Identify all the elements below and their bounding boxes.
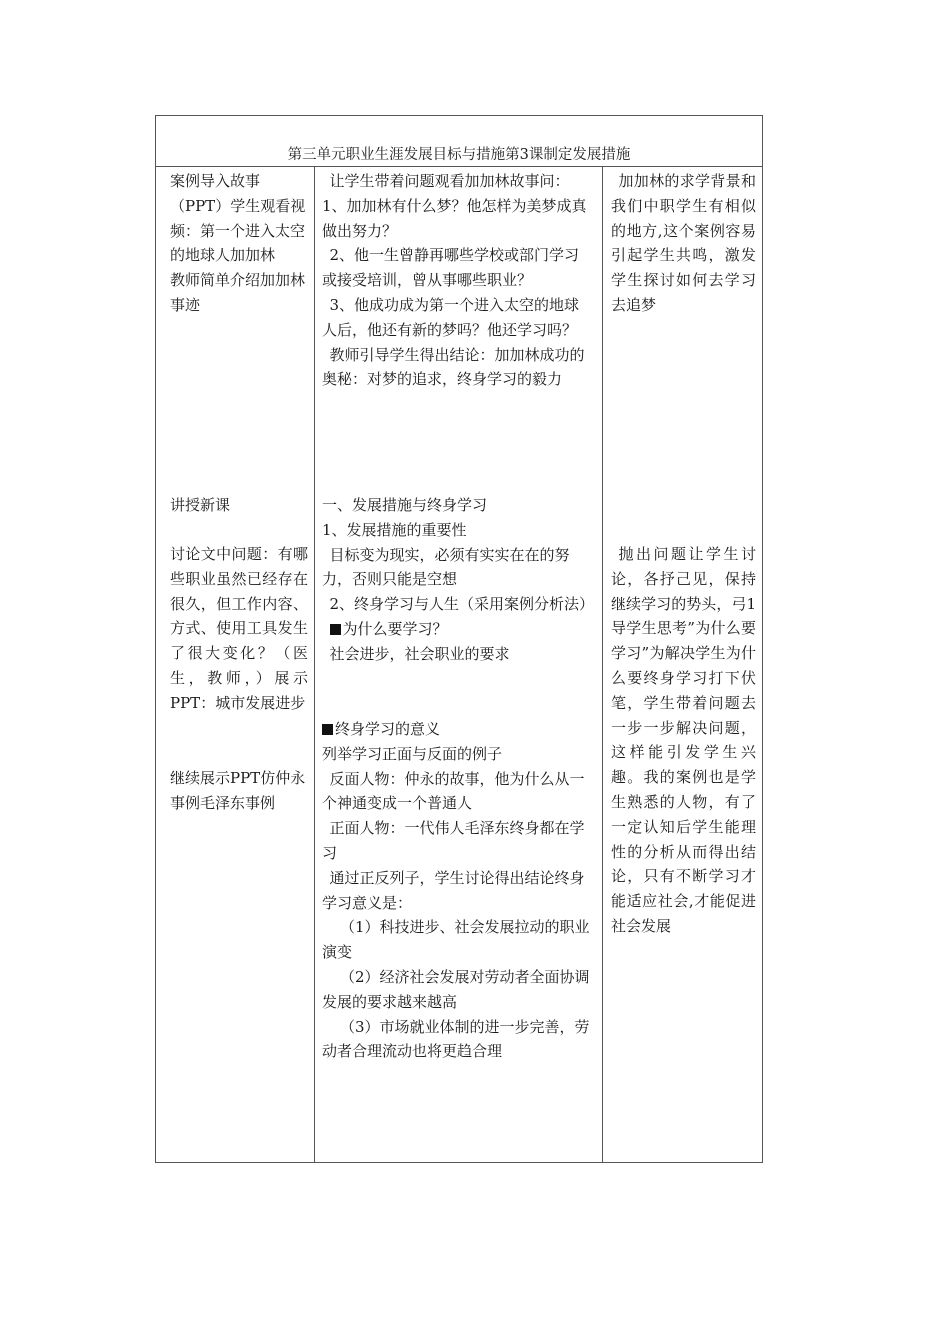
activities-lecture-block: [156, 493, 314, 518]
column-content: [315, 167, 603, 1162]
activities-continue-block: [156, 766, 314, 816]
section-1-1-heading: 1、发展措施的重要性: [322, 520, 467, 539]
teacher-conclusion: 教师引导学生得出结论：加加林成功的奥秘：对梦的追求，终身学习的毅力: [322, 345, 585, 389]
section-1-1-text: 目标变为现实，必须有实实在在的努力，否则只能是空想: [322, 545, 570, 589]
activities-intro-block: [156, 169, 314, 318]
question-intro: 让学生带着问题观看加加林故事问：1、加加林有什么梦？他怎样为美梦成真做出努力？: [322, 172, 587, 240]
negative-example: 反面人物：仲永的故事，他为什么从一个神通变成一个普通人: [322, 769, 585, 813]
teacher-intro-text: 教师简单介绍加加林事迹: [170, 271, 306, 314]
rationale-1: 加加林的求学背景和我们中职学生有相似的地方,这个案例容易引起学生共鸣，激发学生探讨如何去学习去追梦: [611, 172, 756, 314]
examples-text: 列举学习正面与反面的例子: [322, 744, 503, 763]
activities-discuss-block: [156, 542, 314, 716]
column-activities: [156, 167, 315, 1162]
content-questions-block: [315, 169, 602, 392]
meaning-text: 终身学习的意义: [335, 720, 441, 738]
lesson-plan-table: [155, 115, 763, 1163]
column-rationale: [603, 167, 762, 1162]
meaning-point-3: （3）市场就业体制的进一步完善，劳动者合理流动也将更趋合理: [322, 1017, 590, 1061]
positive-example: 正面人物：一代伟人毛泽东终身都在学习: [322, 819, 585, 862]
section-1-heading: 一、发展措施与终身学习: [322, 496, 488, 514]
square-bullet-icon: [330, 624, 341, 635]
square-bullet-icon: [322, 724, 333, 735]
rationale-2: 抛出问题让学生讨论，各抒己见，保持继续学习的势头，弓1导学生思考”为什么要学习”为解决学生为什么要终身学习打下伏笔，学生带着问题去一步一步解决问题，这样能引发学生兴趣。我的案例也是学生熟悉的人物，有了一定认知后学生能理性的分析从而得出结论，只有不断学习才能适应社会,才能促进社会发展: [611, 545, 756, 935]
why-learn-item: [322, 617, 594, 642]
rationale-block-1: [603, 169, 762, 318]
why-learn-text: 为什么要学习？: [342, 619, 448, 638]
content-lesson-block: [315, 493, 602, 667]
section-1-2-heading: 2、终身学习与人生（采用案例分析法）: [329, 595, 595, 614]
lesson-title: 第三单元职业生涯发展目标与措施第3课制定发展措施: [287, 147, 631, 163]
meaning-item: [322, 717, 594, 742]
rationale-block-2: [603, 542, 762, 939]
lecture-heading: 讲授新课: [170, 496, 231, 514]
case-intro-text: 案例导入故事（PPT）学生观看视频：第一个进入太空的地球人加加林: [170, 172, 306, 265]
question-3: 3、他成功成为第一个进入太空的地球人后，他还有新的梦吗？他还学习吗？: [322, 295, 580, 339]
meaning-point-1: （1）科技进步、社会发展拉动的职业演变: [322, 918, 590, 962]
meaning-point-2: （2）经济社会发展对劳动者全面协调发展的要求越来越高: [322, 967, 590, 1011]
discussion-text: 讨论文中问题：有哪些职业虽然已经存在很久，但工作内容、方式、使用工具发生了很大变化？（医生，教师，）展示PPT：城市发展进步: [170, 545, 308, 712]
title-row: [156, 116, 762, 167]
continue-ppt-text: 继续展示PPT仿仲永事例毛泽东事例: [170, 769, 306, 812]
content-meaning-block: [315, 717, 602, 1064]
why-learn-answer: 社会进步，社会职业的要求: [329, 644, 510, 663]
summary-text: 通过正反列子，学生讨论得出结论终身学习意义是：: [322, 868, 585, 912]
question-2: 2、他一生曾静再哪些学校或部门学习或接受培训，曾从事哪些职业？: [322, 246, 580, 290]
